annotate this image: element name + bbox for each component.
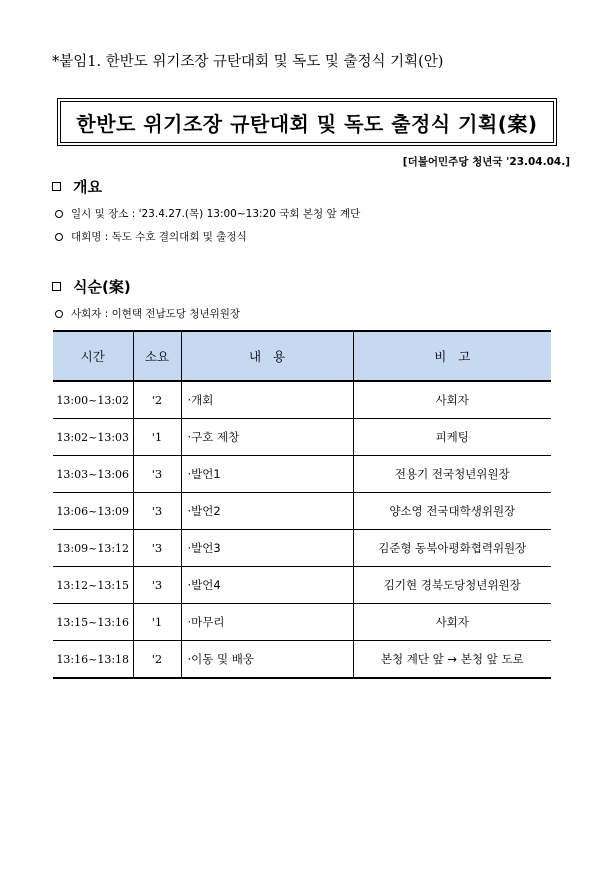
table-row bbox=[53, 456, 551, 493]
cell-duration: '2 bbox=[133, 381, 181, 419]
table-row bbox=[53, 381, 551, 419]
cell-duration: '3 bbox=[133, 567, 181, 604]
organization-date: [더불어민주당 청년국 '23.04.04.] bbox=[402, 156, 570, 168]
cell-time: 13:03~13:06 bbox=[53, 456, 133, 493]
program-heading bbox=[52, 276, 131, 297]
cell-time: 13:15~13:16 bbox=[53, 604, 133, 641]
circle-bullet-icon bbox=[55, 233, 63, 241]
document-title: 한반도 위기조장 규탄대회 및 독도 출정식 기획(案) bbox=[60, 101, 554, 143]
table-row bbox=[53, 567, 551, 604]
cell-content: ·발언3 bbox=[181, 530, 353, 567]
cell-time: 13:16~13:18 bbox=[53, 641, 133, 679]
table-row bbox=[53, 493, 551, 530]
overview-item bbox=[55, 206, 360, 221]
cell-time: 13:00~13:02 bbox=[53, 381, 133, 419]
cell-duration: '3 bbox=[133, 456, 181, 493]
circle-bullet-icon bbox=[55, 310, 63, 318]
cell-content: ·구호 제창 bbox=[181, 419, 353, 456]
cell-content: ·마무리 bbox=[181, 604, 353, 641]
cell-duration: '2 bbox=[133, 641, 181, 679]
cell-note: 사회자 bbox=[353, 604, 551, 641]
overview-item-text: 일시 및 장소 : '23.4.27.(목) 13:00~13:20 국회 본청 앞 계단 bbox=[71, 208, 361, 220]
column-header-duration: 소요 bbox=[133, 331, 181, 381]
overview-item bbox=[55, 229, 247, 244]
host-line-text: 사회자 : 이현택 전남도당 청년위원장 bbox=[71, 308, 241, 320]
cell-content: ·이동 및 배웅 bbox=[181, 641, 353, 679]
square-bullet-icon bbox=[52, 282, 61, 291]
table-row bbox=[53, 604, 551, 641]
cell-time: 13:09~13:12 bbox=[53, 530, 133, 567]
cell-note: 사회자 bbox=[353, 381, 551, 419]
column-header-note: 비 고 bbox=[353, 331, 551, 381]
cell-time: 13:06~13:09 bbox=[53, 493, 133, 530]
cell-duration: '3 bbox=[133, 493, 181, 530]
overview-heading bbox=[52, 176, 102, 197]
overview-item-text: 대회명 : 독도 수호 결의대회 및 출정식 bbox=[71, 231, 247, 243]
column-header-content: 내 용 bbox=[181, 331, 353, 381]
program-heading-label: 식순(案) bbox=[73, 278, 131, 296]
cell-note: 김기현 경북도당청년위원장 bbox=[353, 567, 551, 604]
cell-note: 전용기 전국청년위원장 bbox=[353, 456, 551, 493]
overview-heading-label: 개요 bbox=[73, 178, 102, 196]
table-row bbox=[53, 530, 551, 567]
host-line bbox=[55, 306, 240, 321]
table-row bbox=[53, 641, 551, 679]
cell-content: ·발언2 bbox=[181, 493, 353, 530]
cell-duration: '1 bbox=[133, 419, 181, 456]
circle-bullet-icon bbox=[55, 210, 63, 218]
cell-time: 13:02~13:03 bbox=[53, 419, 133, 456]
column-header-time: 시간 bbox=[53, 331, 133, 381]
table-header-row bbox=[53, 331, 551, 381]
cell-content: ·발언4 bbox=[181, 567, 353, 604]
cell-content: ·개회 bbox=[181, 381, 353, 419]
cell-duration: '3 bbox=[133, 530, 181, 567]
cell-note: 양소영 전국대학생위원장 bbox=[353, 493, 551, 530]
cell-note: 피케팅 bbox=[353, 419, 551, 456]
table-row bbox=[53, 419, 551, 456]
cell-note: 김준형 동북아평화협력위원장 bbox=[353, 530, 551, 567]
cell-duration: '1 bbox=[133, 604, 181, 641]
square-bullet-icon bbox=[52, 182, 61, 191]
attachment-line: *붙임1. 한반도 위기조장 규탄대회 및 독도 및 출정식 기획(안) bbox=[52, 54, 444, 70]
cell-note: 본청 계단 앞 → 본청 앞 도로 bbox=[353, 641, 551, 679]
cell-time: 13:12~13:15 bbox=[53, 567, 133, 604]
program-table bbox=[53, 330, 551, 679]
title-box bbox=[57, 98, 557, 146]
cell-content: ·발언1 bbox=[181, 456, 353, 493]
